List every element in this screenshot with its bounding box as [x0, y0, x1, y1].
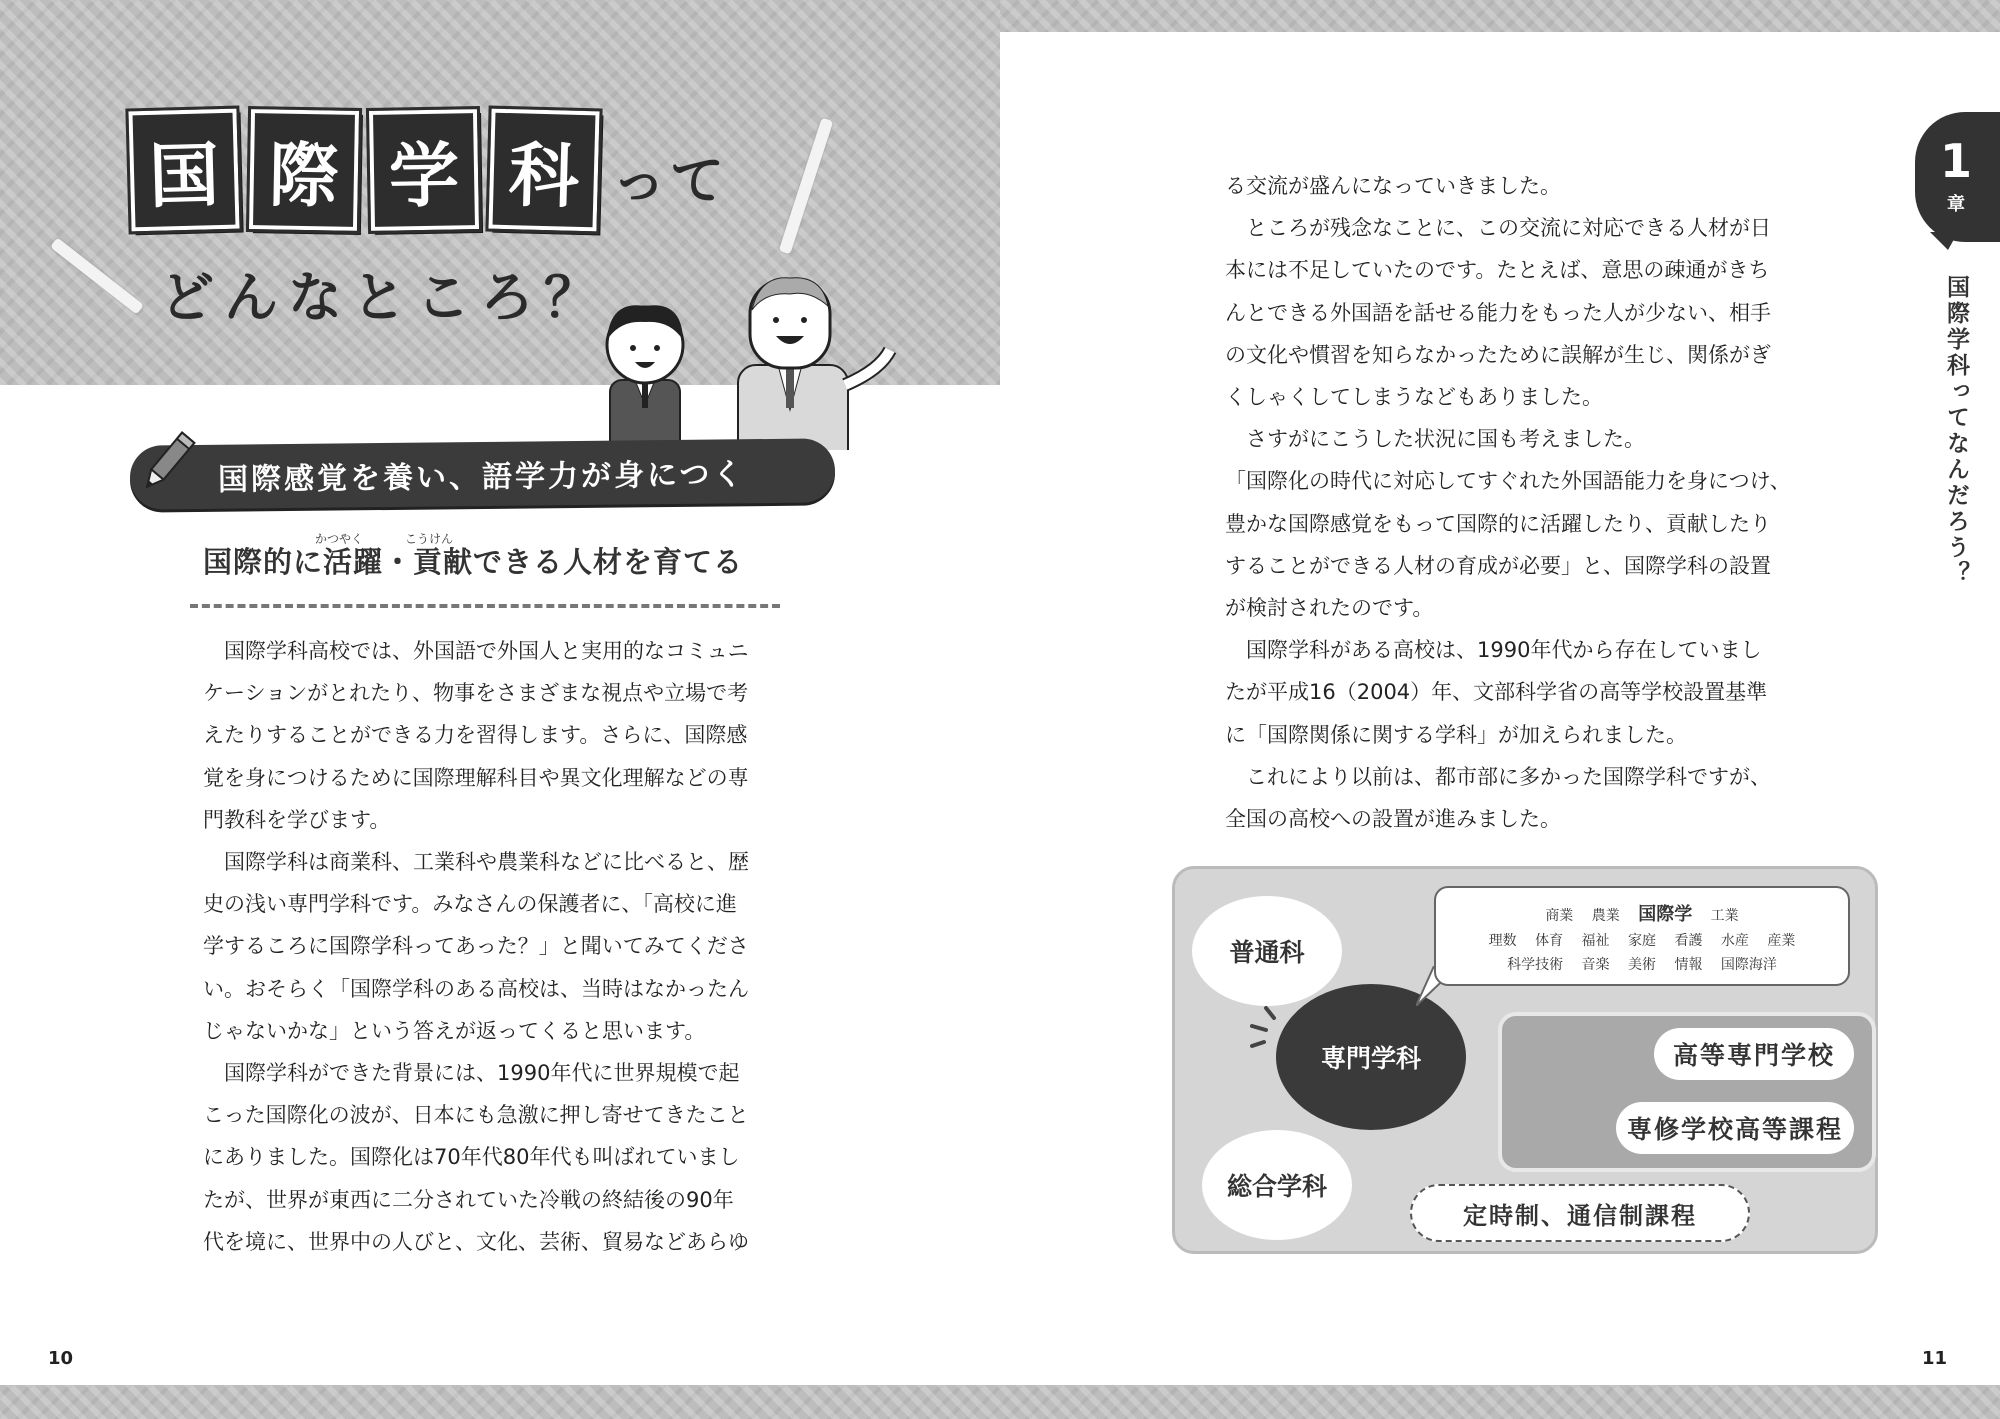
chapter-tab: [1915, 112, 2000, 242]
oval-sougou-gakka: 総合学科: [1202, 1130, 1352, 1240]
pill-koutou-senmon-gakkou: 高等専門学校: [1654, 1028, 1854, 1080]
subject-label: 体育: [1535, 933, 1564, 949]
body-line: 国際学科がある高校は、1990年代から存在していまし: [1225, 638, 1762, 663]
right-body-text: [1225, 165, 1791, 840]
body-line: にありました。国際化は70年代80年代も叫ばれていまし: [203, 1145, 740, 1170]
chapter-label: 章: [1947, 194, 1965, 215]
subject-label: 商業: [1545, 908, 1574, 924]
body-line: 豊かな国際感覚をもって国際的に活躍したり、貢献したり: [1225, 511, 1771, 536]
subject-label: 科学技術: [1507, 957, 1564, 973]
subject-label: 情報: [1674, 957, 1703, 973]
pencil-icon: [132, 428, 202, 498]
body-line: 全国の高校への設置が進みました。: [1225, 807, 1561, 832]
oval-senmon-gakka: 専門学科: [1276, 984, 1466, 1130]
title-block: 際: [249, 109, 359, 231]
subjects-row-1: [1436, 900, 1848, 926]
left-body-text: [203, 630, 749, 1263]
subjects-row-2: [1436, 930, 1848, 950]
body-line: 門教科を学びます。: [203, 807, 391, 832]
pill-teiji-tsushin: 定時制、通信制課程: [1410, 1184, 1750, 1242]
body-line: ところが残念なことに、この交流に対応できる人材が日: [1225, 216, 1771, 241]
body-line: に「国際関係に関する学科」が加えられました。: [1225, 722, 1687, 747]
subjects-speech-bubble: [1434, 886, 1850, 986]
body-line: することができる人材の育成が必要」と、国際学科の設置: [1225, 553, 1771, 578]
body-line: 国際学科高校では、外国語で外国人と実用的なコミュニ: [203, 639, 749, 663]
characters-illustration: [590, 270, 930, 450]
body-line: これにより以前は、都市部に多かった国際学科ですが、: [1225, 764, 1771, 789]
subjects-row-3: [1436, 954, 1848, 974]
subject-label: 美術: [1628, 957, 1656, 973]
body-line: えたりすることができる力を習得します。さらに、国際感: [203, 723, 748, 748]
subject-label: 国際海洋: [1720, 957, 1777, 973]
page-number-right: 11: [1922, 1348, 1948, 1369]
body-line: たが平成16（2004）年、文部科学省の高等学校設置基準: [1225, 680, 1768, 705]
body-line: 「国際化の時代に対応してすぐれた外国語能力を身につけ、: [1225, 469, 1791, 494]
subject-label-emphasis: 国際学: [1638, 904, 1693, 925]
title-block: 学: [369, 109, 479, 231]
subject-label: 農業: [1591, 908, 1620, 924]
subject-label: 福祉: [1581, 933, 1610, 949]
subject-label: 家庭: [1628, 933, 1656, 949]
teacher-figure: [738, 278, 890, 450]
body-line: が検討されたのです。: [1225, 596, 1434, 621]
hero-title-tail: って: [612, 149, 728, 212]
body-line: い。おそらく「国際学科のある高校は、当時はなかったん: [203, 976, 749, 1001]
ruby-katsuyaku: かつやく: [315, 532, 364, 546]
oval-futsuu-ka: 普通科: [1192, 896, 1342, 1006]
body-line: 国際学科ができた背景には、1990年代に世界規模で起: [203, 1061, 740, 1086]
hero-title-line2: どんなところ？: [160, 266, 608, 329]
body-line: こった国際化の波が、日本にも急激に押し寄せてきたこと: [203, 1103, 749, 1128]
subheading: [203, 532, 783, 581]
student-figure: [607, 305, 683, 450]
subheading-text: 国際的に活躍・貢献できる人材を育てる: [203, 545, 744, 579]
body-line: る交流が盛んになっていきました。: [1225, 174, 1561, 198]
body-line: くしゃくしてしまうなどもありました。: [1225, 385, 1603, 410]
ruby-kouken: こうけん: [405, 532, 454, 546]
chapter-side-title: 国際学科ってなんだろう？: [1943, 275, 1969, 587]
title-block: 国: [128, 109, 239, 232]
page-number-left: 10: [48, 1348, 74, 1369]
pill-senshu-gakkou: 専修学校高等課程: [1616, 1102, 1854, 1154]
body-line: 国際学科は商業科、工業科や農業科などに比べると、歴: [203, 850, 749, 875]
title-block: 科: [488, 109, 599, 232]
body-line: 本には不足していたのです。たとえば、意思の疎通がきち: [1225, 258, 1770, 283]
body-line: 覚を身につけるために国際理解科目や異文化理解などの専: [203, 765, 749, 790]
body-line: 代を境に、世界中の人びと、文化、芸術、貿易などあらゆ: [203, 1229, 749, 1254]
body-line: さすがにこうした状況に国も考えました。: [1225, 427, 1645, 452]
subheading-dashed-rule: [190, 604, 780, 608]
body-line: 学するころに国際学科ってあった？」と聞いてみてくださ: [203, 934, 749, 959]
bottom-pattern-band: [0, 1385, 2000, 1419]
chapter-number: 1: [1939, 134, 1972, 188]
subject-label: 理数: [1488, 933, 1517, 949]
body-line: じゃないかな」という答えが返ってくると思います。: [203, 1018, 706, 1043]
body-line: の文化や慣習を知らなかったために誤解が生じ、関係がぎ: [1225, 342, 1771, 367]
body-line: たが、世界が東西に二分されていた冷戦の終結後の90年: [203, 1187, 734, 1212]
emphasis-marks-icon: [1246, 1004, 1286, 1054]
hero-title-blocks: [130, 110, 598, 230]
subject-label: 音楽: [1581, 957, 1610, 973]
subject-label: 産業: [1767, 933, 1796, 949]
body-line: んとできる外国語を話せる能力をもった人が少ない、相手: [1225, 300, 1771, 325]
subject-label: 水産: [1720, 933, 1749, 949]
section-title: 国際感覚を養い、語学力が身につく: [217, 457, 746, 498]
subject-label: 看護: [1674, 933, 1703, 949]
section-banner: [130, 438, 836, 509]
body-line: ケーションがとれたり、物事をさまざまな視点や立場で考: [203, 681, 749, 706]
school-types-diagram: [1172, 866, 1878, 1254]
subject-label: 工業: [1710, 908, 1739, 924]
subheading-ruby-row: [203, 530, 783, 544]
body-line: 史の浅い専門学科です。みなさんの保護者に、「高校に進: [203, 892, 737, 917]
chapter-tab-tail: [1930, 232, 1958, 250]
